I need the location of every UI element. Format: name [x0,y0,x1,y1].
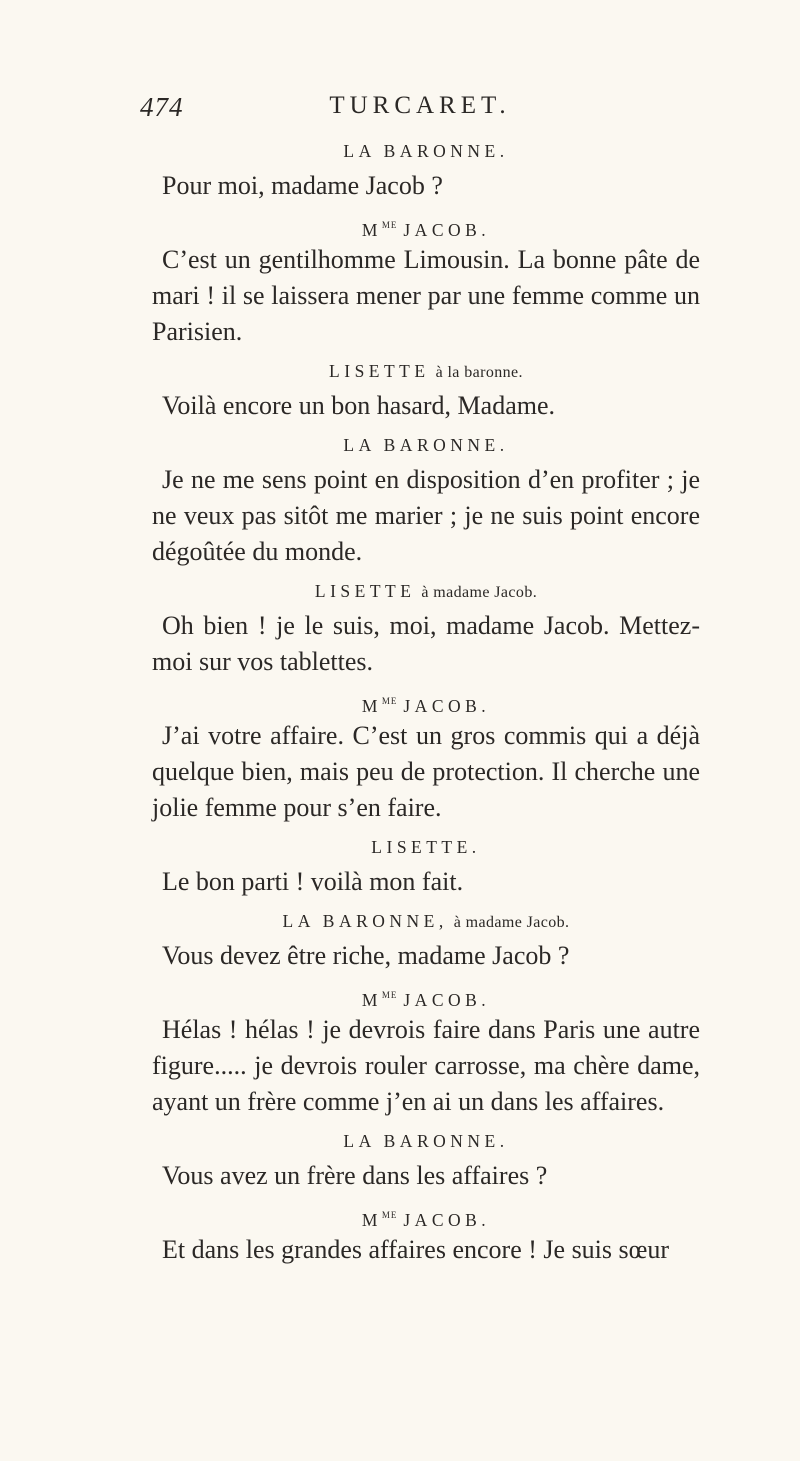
speaker-title-superscript: ME [381,990,398,1000]
speech-text: Voilà encore un bon hasard, Madame. [162,391,556,420]
speaker-title-superscript: ME [381,1210,398,1220]
speech-text: Le bon parti ! voilà mon fait. [162,867,464,896]
dialogue-exchange [152,908,700,974]
running-title: TURCARET. [329,92,511,119]
speaker-name: LISETTE [314,581,416,601]
speech-text: Je ne me sens point en disposition d’en profiter ; je ne veux pas sitôt me marier ; je ne suis point encore dégoûtée du monde. [152,465,700,566]
speaker-heading [152,138,700,168]
speaker-heading [152,578,700,608]
dialogue-exchange [152,358,700,424]
speaker-heading [152,908,700,938]
dialogue-exchange [152,1128,700,1194]
speaker-heading [152,212,700,242]
speaker-title-superscript: ME [381,696,398,706]
speaker-title-prefix: M [361,696,382,716]
dialogue-exchange [152,834,700,900]
dialogue-exchange [152,688,700,826]
speaker-heading [152,358,700,388]
dialogue-exchange [152,982,700,1120]
dialogue-exchange [152,212,700,350]
speaker-heading [152,1202,700,1232]
dialogue-body [152,138,700,1276]
speaker-heading [152,432,700,462]
speaker-name: LA BARONNE. [343,435,509,455]
speaker-title-prefix: M [361,990,382,1010]
dialogue-exchange [152,138,700,204]
page-number: 474 [140,92,184,122]
speaker-name: JACOB. [403,990,491,1010]
speaker-name: JACOB. [403,1210,491,1230]
speech-text: J’ai votre affaire. C’est un gros commis qui a déjà quelque bien, mais peu de protection. Il cherche une jolie femme pour s’en faire. [152,721,700,822]
dialogue-exchange [152,578,700,680]
speaker-name: JACOB. [403,220,491,240]
dialogue-exchange [152,432,700,570]
speaker-name: LA BARONNE. [343,141,509,161]
speaker-heading [152,834,700,864]
speaker-name: LISETTE. [371,837,481,857]
dialogue-exchange [152,1202,700,1268]
speaker-heading [152,982,700,1012]
speaker-name: LA BARONNE. [343,1131,509,1151]
speaker-name: JACOB. [403,696,491,716]
stage-direction: à madame Jacob. [421,584,538,601]
speech-text: Et dans les grandes affaires encore ! Je suis sœur [162,1235,670,1264]
speaker-title-prefix: M [361,1210,382,1230]
stage-direction: à la baronne. [435,364,523,381]
speech-text: Oh bien ! je le suis, moi, madame Jacob. Mettez-moi sur vos tablettes. [152,611,700,676]
speaker-heading [152,688,700,718]
speaker-title-superscript: ME [381,220,398,230]
page-header [140,92,700,132]
stage-direction: à madame Jacob. [453,914,570,931]
speech-text: Hélas ! hélas ! je devrois faire dans Paris une autre figure..... je devrois rouler carrosse, ma chère dame, ayant un frère comme j’en ai un dans les affaires. [152,1015,700,1116]
speech-text: C’est un gentilhomme Limousin. La bonne pâte de mari ! il se laissera mener par une femme comme un Parisien. [152,245,700,346]
speech-text: Vous devez être riche, madame Jacob ? [162,941,570,970]
speaker-name: LISETTE [329,361,430,381]
speaker-title-prefix: M [361,220,382,240]
speech-text: Pour moi, madame Jacob ? [162,171,443,200]
speaker-name: LA BARONNE, [282,911,448,931]
speech-text: Vous avez un frère dans les affaires ? [162,1161,548,1190]
speaker-heading [152,1128,700,1158]
